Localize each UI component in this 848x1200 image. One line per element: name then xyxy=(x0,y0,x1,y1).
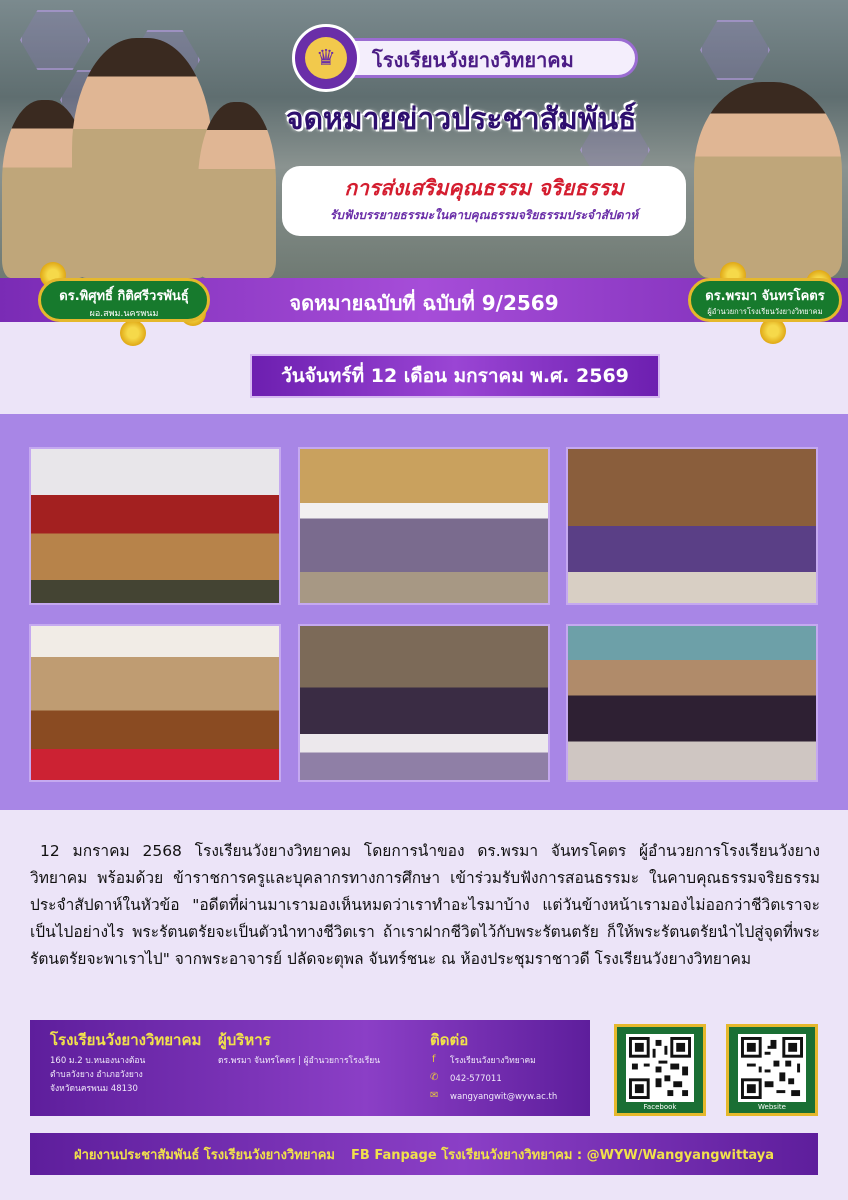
school-name: โรงเรียนวังยางวิทยาคม xyxy=(372,48,574,72)
topic-description: รับฟังบรรยายธรรมะในคาบคุณธรรมจริยธรรมประจำสัปดาห์ xyxy=(329,208,639,222)
pr-department-label: ฝ่ายงานประชาสัมพันธ์ โรงเรียนวังยางวิทยาคม xyxy=(73,1147,336,1163)
director-role: ผู้อำนวยการโรงเรียนวังยางวิทยาคม xyxy=(707,307,823,316)
officer-name: ดร.พิศุทธิ์ กิติศรีวรพันธุ์ xyxy=(59,289,189,304)
footer-admin-title: ผู้บริหาร xyxy=(218,1031,271,1049)
officer-photo-main xyxy=(72,38,212,278)
qr-website-label: Website xyxy=(758,1103,786,1111)
gallery-photo xyxy=(566,624,818,782)
issue-number: จดหมายฉบับที่ ฉบับที่ 9/2569 xyxy=(289,291,559,315)
contact-facebook[interactable]: โรงเรียนวังยางวิทยาคม xyxy=(450,1056,536,1066)
photo-gallery xyxy=(0,414,848,810)
school-logo xyxy=(292,24,360,92)
qr-facebook-label: Facebook xyxy=(643,1103,677,1111)
gallery-photo xyxy=(29,447,281,605)
gallery-photo xyxy=(29,624,281,782)
qr-code-icon xyxy=(738,1034,806,1102)
email-icon: ✉ xyxy=(430,1090,439,1101)
director-name-card xyxy=(688,278,842,322)
flower-decoration xyxy=(120,320,146,346)
officer-photo-right xyxy=(198,102,276,278)
phone-icon: ✆ xyxy=(430,1072,439,1083)
footer-school-title: โรงเรียนวังยางวิทยาคม xyxy=(50,1031,202,1049)
footer-address xyxy=(50,1054,145,1096)
gallery-photo xyxy=(298,624,550,782)
newsletter-title: จดหมายข่าวประชาสัมพันธ์ xyxy=(286,102,637,137)
topic-title: การส่งเสริมคุณธรรม จริยธรรม xyxy=(344,176,624,200)
contact-email[interactable]: wangyangwit@wyw.ac.th xyxy=(450,1092,558,1102)
facebook-icon: f xyxy=(432,1054,436,1065)
hexagon-decoration xyxy=(700,20,770,80)
gallery-photo xyxy=(566,447,818,605)
footer-contact-title: ติดต่อ xyxy=(430,1031,469,1049)
gallery-photo xyxy=(298,447,550,605)
facebook-qr-card[interactable] xyxy=(614,1024,706,1116)
address-line: 160 ม.2 บ.หนองนางต้อน xyxy=(50,1056,146,1066)
address-line: ตำบลวังยาง อำเภอวังยาง xyxy=(50,1070,143,1080)
date-banner: วันจันทร์ที่ 12 เดือน มกราคม พ.ศ. 2569 xyxy=(250,354,660,398)
officer-name-card xyxy=(38,278,210,322)
website-qr-card[interactable] xyxy=(726,1024,818,1116)
qr-code-icon xyxy=(626,1034,694,1102)
header-banner xyxy=(0,0,848,278)
bottom-credit-bar xyxy=(30,1133,818,1175)
footer-admin-text: ดร.พรมา จันทรโคตร | ผู้อำนวยการโรงเรียน xyxy=(218,1056,381,1066)
director-photo xyxy=(694,82,842,278)
fb-fanpage-label[interactable]: FB Fanpage โรงเรียนวังยางวิทยาคม : @WYW/Wangyangwittaya xyxy=(351,1147,775,1163)
article-body: 12 มกราคม 2568 โรงเรียนวังยางวิทยาคม โดยการนำของ ดร.พรมา จันทรโคตร ผู้อำนวยการโรงเรียนวังยางวิทยาคม พร้อมด้วย ข้าราชการครูและบุคลากรทางการศึกษา เข้าร่วมรับฟังการสอนธรรมะ ในคาบคุณธรรมจริยธรรม ประจำสัปดาห์ในหัวข้อ "อดีตที่ผ่านมาเรามองเห็นหมดว่าเราทำอะไรมาบ้าง แต่วันข้างหน้าเรามองไม่ออกว่าชีวิตเราจะเป็นไปอย่างไร พระรัตนตรัยจะเป็นตัวนำทางชีวิตเรา ถ้าเราฝากชีวิตไว้กับพระรัตนตรัย ก็ให้พระรัตนตรัยนำไปสู่จุดที่พระรัตนตรัยจะพาเราไป" จากพระอาจารย์ ปลัดจะตุพล จันทร์ชนะ ณ ห้องประชุมราชาวดี โรงเรียนวังยางวิทยาคม xyxy=(30,842,820,968)
hexagon-decoration xyxy=(20,10,90,70)
director-name: ดร.พรมา จันทรโคตร xyxy=(705,289,825,304)
school-logo-icon: ♛ xyxy=(305,37,347,79)
address-line: จังหวัดนครพนม 48130 xyxy=(50,1084,138,1094)
footer-info xyxy=(30,1020,590,1116)
contact-phone[interactable]: 042-577011 xyxy=(450,1074,502,1084)
officer-role: ผอ.สพม.นครพนม xyxy=(89,309,159,319)
